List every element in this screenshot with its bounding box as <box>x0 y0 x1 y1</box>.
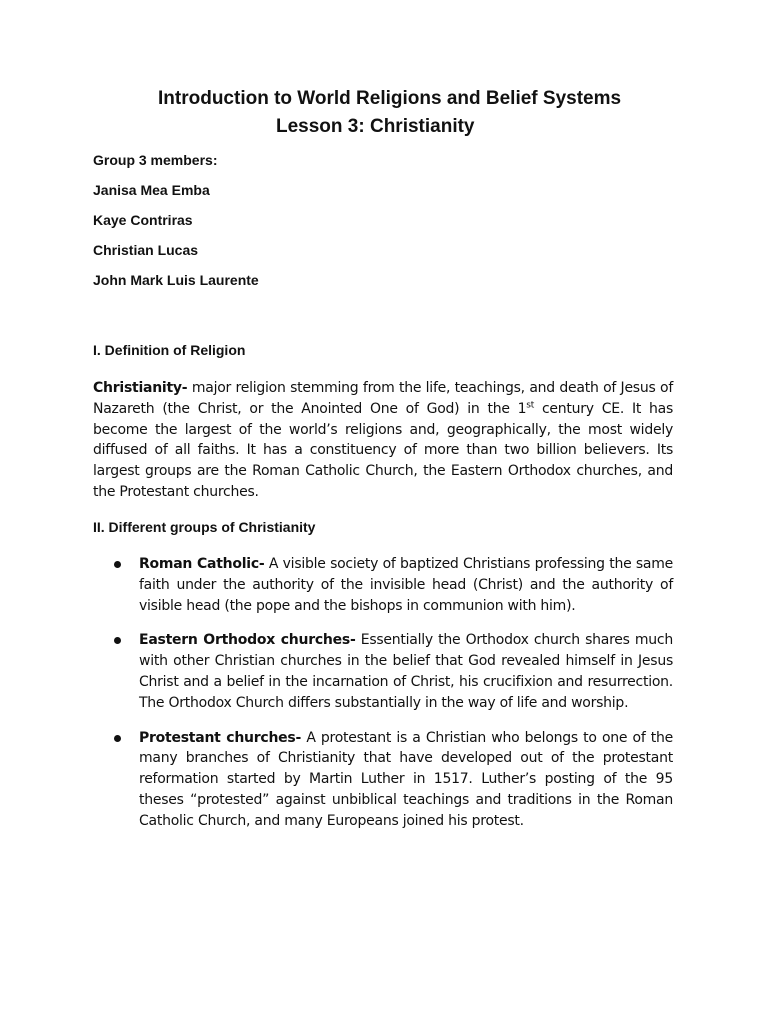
list-item <box>0 728 768 832</box>
group-description <box>139 630 673 713</box>
definition-text-continued: century CE. It has become the largest of the world’s religions and, geographically, the most widely diffused of all faiths. It has a constituency of more than two billion believers. Its largest groups are the Roman Catholic Church, the Eastern Orthodox churches, and the Protestant churches. <box>93 400 673 500</box>
ordinal-suffix: st <box>526 400 535 411</box>
list-item <box>0 554 768 616</box>
group-description <box>139 728 673 832</box>
christianity-groups-list <box>0 554 768 846</box>
group-members-list <box>93 151 259 301</box>
member-name: John Mark Luis Laurente <box>93 272 259 288</box>
group-term: Protestant churches- <box>139 729 302 746</box>
group-description <box>139 554 673 616</box>
section-heading-groups: II. Different groups of Christianity <box>93 519 316 535</box>
group-term: Roman Catholic- <box>139 556 265 572</box>
member-name: Kaye Contriras <box>93 212 193 228</box>
group-text: A visible society of baptized Christians professing the same faith under the authority of the invisible head (Christ) and the authority of visible head (the pope and the bishops in communion with him). <box>139 556 674 614</box>
member-name: Christian Lucas <box>93 242 199 258</box>
definition-text: major religion stemming from the life, teachings, and death of Jesus of Nazareth (the Christ, or the Anointed One of God) in the 1 <box>93 380 673 417</box>
list-item <box>0 630 768 713</box>
document-title: Introduction to World Religions and Belief Systems <box>158 88 622 109</box>
group-text: Essentially the Orthodox church shares much with other Christian churches in the belief that God revealed himself in Jesus Christ and a belief in the incarnation of Christ, his crucifixion and resurrection. The Orthodox Church differs substantially in the way of life and worship. <box>139 632 673 711</box>
definition-term: Christianity- <box>93 380 188 396</box>
group-term: Eastern Orthodox churches- <box>139 632 356 649</box>
member-name: Janisa Mea Emba <box>93 182 210 198</box>
section-heading-definition: I. Definition of Religion <box>93 342 246 358</box>
group-text: A protestant is a Christian who belongs to one of the many branches of Christianity that have developed out of the protestant reformation started by Martin Luther in 1517. Luther’s posting of the 95 theses “protested” against unbiblical teachings and traditions in the Roman Catholic Church, and many Europeans joined his protest. <box>139 729 673 829</box>
bullet-icon <box>114 637 121 644</box>
lesson-title: Lesson 3: Christianity <box>276 116 475 137</box>
bullet-icon <box>114 561 121 568</box>
bullet-icon <box>114 735 121 742</box>
definition-paragraph <box>93 378 673 503</box>
group-heading: Group 3 members: <box>93 152 218 168</box>
